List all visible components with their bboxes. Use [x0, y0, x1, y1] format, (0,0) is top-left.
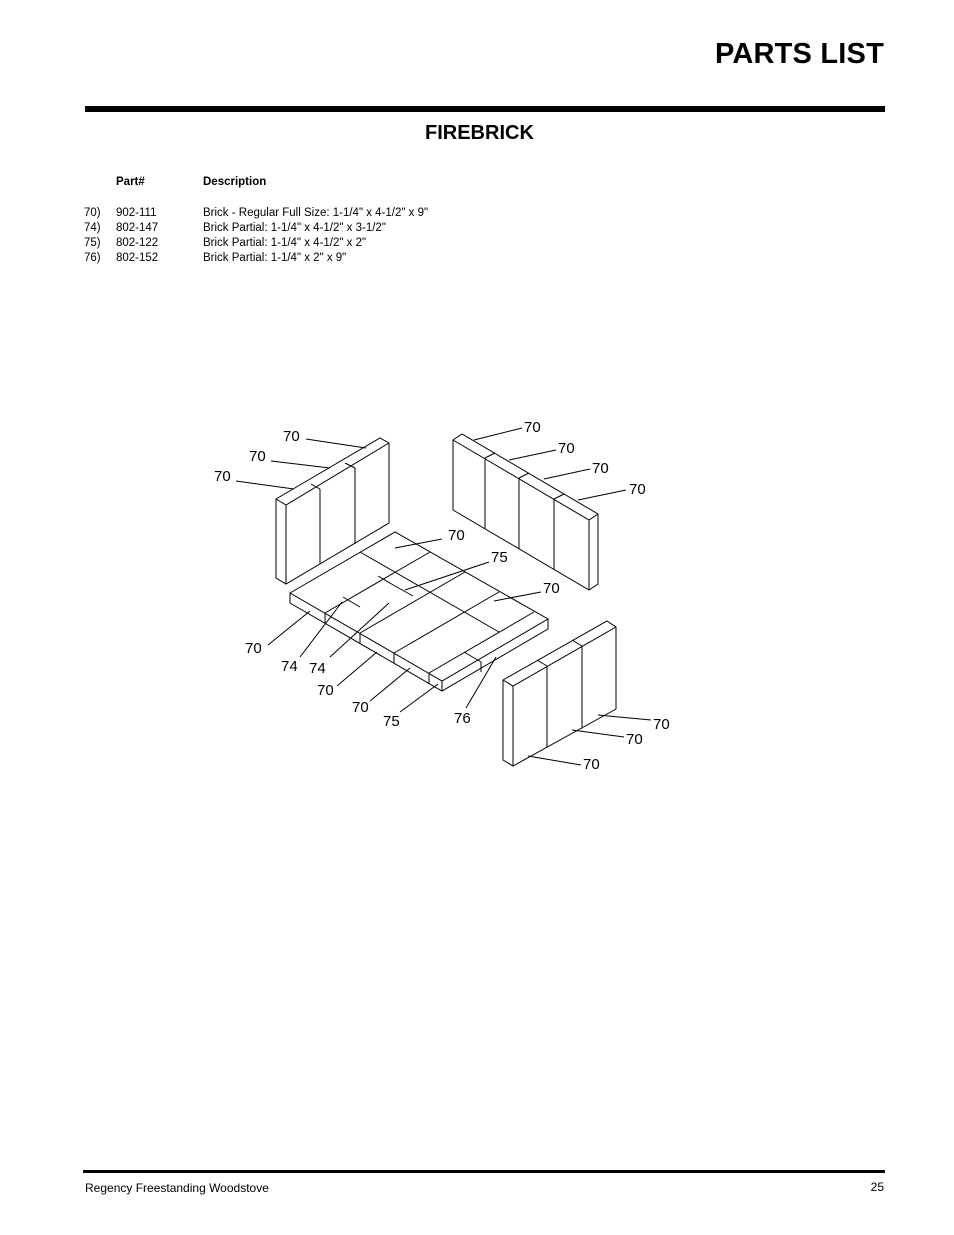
callout-label: 74 [309, 660, 326, 677]
footer-rule [83, 1170, 885, 1173]
footer-product-name: Regency Freestanding Woodstove [85, 1181, 269, 1195]
section-title: FIREBRICK [425, 122, 534, 144]
callout-label: 75 [491, 549, 508, 566]
left-brick-panel [276, 438, 389, 584]
column-header-part: Part# [116, 176, 145, 188]
callout-labels [214, 419, 670, 773]
part-number: 802-147 [116, 222, 159, 234]
callout-label: 75 [383, 713, 400, 730]
item-number: 70) [84, 207, 101, 219]
callout-label: 70 [249, 448, 266, 465]
part-description: Brick Partial: 1-1/4" x 2" x 9" [203, 252, 347, 264]
parts-row [84, 236, 504, 251]
firebrick-diagram [200, 410, 700, 780]
item-number: 76) [84, 252, 101, 264]
callout-label: 70 [592, 460, 609, 477]
parts-row [84, 206, 504, 221]
item-number: 74) [84, 222, 101, 234]
callout-label: 70 [283, 428, 300, 445]
callout-label: 70 [653, 716, 670, 733]
callout-label: 70 [214, 468, 231, 485]
part-description: Brick - Regular Full Size: 1-1/4" x 4-1/2" x 9" [203, 207, 429, 219]
column-header-description: Description [203, 176, 267, 188]
callout-label: 70 [583, 756, 600, 773]
item-number: 75) [84, 237, 101, 249]
callout-label: 70 [524, 419, 541, 436]
parts-row [84, 221, 504, 236]
callout-label: 70 [448, 527, 465, 544]
parts-row [84, 251, 504, 266]
part-description: Brick Partial: 1-1/4" x 4-1/2" x 2" [203, 237, 367, 249]
floor-brick-layout [290, 532, 548, 691]
callout-label: 70 [626, 731, 643, 748]
part-number: 802-152 [116, 252, 159, 264]
part-description: Brick Partial: 1-1/4" x 4-1/2" x 3-1/2" [203, 222, 386, 234]
callout-leaders [236, 428, 651, 765]
callout-label: 70 [558, 440, 575, 457]
part-number: 802-122 [116, 237, 159, 249]
callout-label: 70 [543, 580, 560, 597]
front-right-brick-panel [503, 621, 616, 766]
header-rule [85, 106, 885, 112]
page-title: PARTS LIST [714, 38, 884, 70]
callout-label: 70 [629, 481, 646, 498]
callout-label: 70 [245, 640, 262, 657]
callout-label: 70 [317, 682, 334, 699]
page-number: 25 [870, 1180, 884, 1194]
callout-label: 74 [281, 658, 298, 675]
part-number: 902-111 [116, 207, 157, 219]
parts-list [84, 206, 504, 266]
callout-label: 76 [454, 710, 471, 727]
callout-label: 70 [352, 699, 369, 716]
